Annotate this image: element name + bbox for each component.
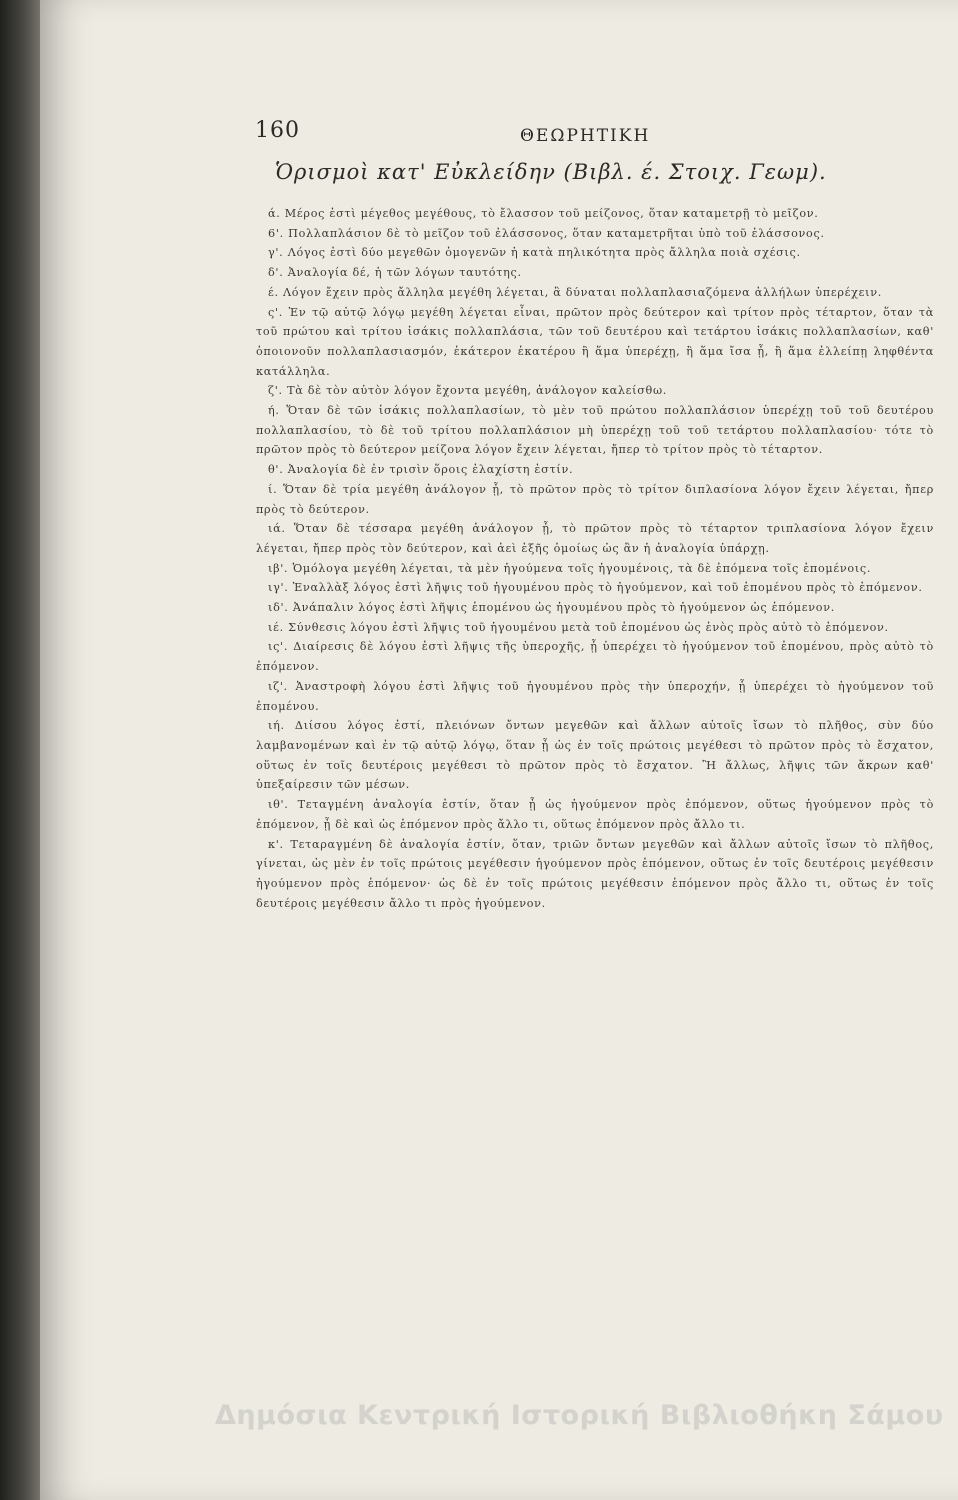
page-header (255, 118, 915, 158)
definition-text: Σύνθεσις λόγου ἐστὶ λῆψις τοῦ ἡγουμένου μετὰ τοῦ ἑπομένου ὡς ἑνὸς πρὸς αὐτὸ τὸ ἑπόμενον. (288, 620, 889, 634)
running-head: ΘΕΩΡΗΤΙΚΗ (520, 126, 651, 146)
definition-label: θ'. (268, 463, 284, 477)
definition-label: ιδ'. (268, 601, 289, 615)
definition-text: Λόγος ἐστὶ δύο μεγεθῶν ὁμογενῶν ἡ κατὰ πηλικότητα πρὸς ἄλληλα ποιὰ σχέσις. (287, 246, 801, 260)
definition-text: Τὰ δὲ τὸν αὐτὸν λόγον ἔχοντα μεγέθη, ἀνάλογον καλείσθω. (287, 384, 668, 398)
definition-paragraph (256, 559, 934, 579)
definition-text: Διίσου λόγος ἐστί, πλειόνων ὄντων μεγεθῶν καὶ ἄλλων αὐτοῖς ἴσων τὸ πλῆθος, σὺν δύο λαμβανομένων καὶ ἐν τῷ αὐτῷ λόγῳ, ὅταν ᾖ ὡς ἐν τοῖς πρώτοις μεγέθεσι τὸ πρῶτον πρὸς τὸ ἔσχατον, οὕτως ἐν τοῖς δευτέροις μεγέθεσι τὸ πρῶτον πρὸς τὸ ἔσχατον. Ἢ ἄλλως, λῆψις τῶν ἄκρων καθ' ὑπεξαίρεσιν τῶν μέσων. (256, 719, 934, 792)
definition-text: Ὅταν δὲ τῶν ἰσάκις πολλαπλασίων, τὸ μὲν τοῦ πρώτου πολλαπλάσιον ὑπερέχῃ τοῦ τοῦ δευτέρου πολλαπλασίου, τὸ δὲ τοῦ τρίτου πολλαπλάσιον μὴ ὑπερέχῃ τοῦ τοῦ τετάρτου πολλαπλασίου· τότε τὸ πρῶτον πρὸς τὸ δεύτερον μείζονα λόγον ἔχειν λέγεται, ἤπερ τὸ τρίτον πρὸς τὸ τέταρτον. (256, 404, 934, 457)
definition-text: Ἀναλογία δὲ ἐν τρισὶν ὅροις ἐλαχίστη ἐστίν. (287, 463, 574, 477)
definition-text: Τεταραγμένη δὲ ἀναλογία ἐστίν, ὅταν, τριῶν ὄντων μεγεθῶν καὶ ἄλλων αὐτοῖς ἴσων τὸ πλῆθος, γίνεται, ὡς μὲν ἐν τοῖς πρώτοις μεγέθεσιν ἡγούμενον πρὸς ἑπόμενον, οὕτως ἐν τοῖς δευτέροις μεγέθεσιν ἡγούμενον πρὸς ἑπόμενον· ὡς δὲ ἐν τοῖς πρώτοις μεγέθεσιν ἑπόμενον πρὸς ἄλλο τι, οὕτως ἐν τοῖς δευτέροις μεγέθεσιν ἄλλο τι πρὸς ἡγούμενον. (256, 837, 934, 910)
section-title: Ὁρισμοὶ κατ' Εὐκλείδην (Βιβλ. έ. Στοιχ. Γεωμ). (275, 160, 827, 184)
definition-text: Τεταγμένη ἀναλογία ἐστίν, ὅταν ᾖ ὡς ἡγούμενον πρὸς ἑπόμενον, οὕτως ἡγούμενον πρὸς τὸ ἑπόμενον, ᾖ δὲ καὶ ὡς ἑπόμενον πρὸς ἄλλο τι, οὕτως ἑπόμενον πρὸς ἄλλο τι. (256, 798, 934, 831)
definition-label: ζ'. (268, 384, 283, 398)
definition-label: 6'. (268, 226, 284, 240)
definition-label: κ'. (268, 837, 284, 851)
definition-paragraph (256, 204, 934, 224)
definition-text: Ἀναλογία δέ, ἡ τῶν λόγων ταυτότης. (287, 266, 522, 280)
library-watermark: Δημόσια Κεντρική Ιστορική Βιβλιοθήκη Σάμου (215, 1400, 944, 1431)
definition-label: ιβ'. (268, 561, 289, 575)
definition-paragraph (256, 637, 934, 676)
definition-paragraph (256, 224, 934, 244)
definition-paragraph (256, 835, 934, 914)
definition-paragraph (256, 618, 934, 638)
definition-label: γ'. (268, 246, 284, 260)
definition-text: Ἀναστροφὴ λόγου ἐστὶ λῆψις τοῦ ἡγουμένου πρὸς τὴν ὑπεροχήν, ᾗ ὑπερέχει τὸ ἡγούμενον τοῦ ἑπομένου. (256, 679, 934, 713)
definition-text: Ὁμόλογα μεγέθη λέγεται, τὰ μὲν ἡγούμενα τοῖς ἡγουμένοις, τὰ δὲ ἑπόμενα τοῖς ἑπομένοις. (292, 561, 872, 575)
definition-text: Λόγον ἔχειν πρὸς ἄλληλα μεγέθη λέγεται, ἃ δύναται πολλαπλασιαζόμενα ἀλλήλων ὑπερέχειν. (283, 285, 882, 299)
definition-paragraph (256, 519, 934, 558)
definition-paragraph (256, 303, 934, 382)
definition-label: ή. (268, 404, 280, 418)
definition-text: Μέρος ἐστὶ μέγεθος μεγέθους, τὸ ἔλασσον τοῦ μείζονος, ὅταν καταμετρῇ τὸ μεῖζον. (284, 207, 819, 220)
definition-text: Ἐν τῷ αὐτῷ λόγῳ μεγέθη λέγεται εἶναι, πρῶτον πρὸς δεύτερον καὶ τρίτον πρὸς τέταρτον, ὅταν τὰ τοῦ πρώτου καὶ τρίτου ἰσάκις πολλαπλάσια, τῶν τοῦ δευτέρου καὶ τετάρτου ἰσάκις πολλαπλασίων, καθ' ὁποιονοῦν πολλαπλασιασμόν, ἑκάτερον ἑκατέρου ἢ ἅμα ὑπερέχῃ, ἢ ἅμα ἴσα ᾖ, ἢ ἅμα ἐλλείπῃ ληφθέντα κατάλληλα. (256, 305, 934, 378)
definition-paragraph (256, 243, 934, 263)
definition-label: ιέ. (268, 620, 284, 634)
definition-label: ιά. (268, 522, 286, 536)
definition-label: ς'. (268, 305, 283, 319)
definition-label: έ. (268, 285, 279, 299)
definition-label: ά. (268, 207, 281, 220)
definition-paragraph (256, 381, 934, 401)
definition-paragraph (256, 598, 934, 618)
definition-paragraph (256, 401, 934, 460)
definition-paragraph (256, 677, 934, 716)
definition-text: Ὅταν δὲ τέσσαρα μεγέθη ἀνάλογον ᾖ, τὸ πρῶτον πρὸς τὸ τέταρτον τριπλασίονα λόγον ἔχειν λέγεται, ἤπερ πρὸς τὸν δεύτερον, καὶ ἀεὶ ἑξῆς ὁμοίως ὡς ἂν ἡ ἀναλογία ὑπάρχῃ. (256, 522, 934, 555)
definition-paragraph (256, 283, 934, 303)
definition-paragraph (256, 716, 934, 795)
definition-label: ί. (268, 482, 278, 496)
definition-label: ιή. (268, 719, 285, 733)
definition-paragraph (256, 460, 934, 480)
definition-label: ιζ'. (268, 679, 288, 693)
definition-text: Ὅταν δὲ τρία μεγέθη ἀνάλογον ᾖ, τὸ πρῶτον πρὸς τὸ τρίτον διπλασίονα λόγον ἔχειν λέγεται, ἤπερ πρὸς τὸ δεύτερον. (256, 482, 934, 516)
definition-text: Διαίρεσις δὲ λόγου ἐστὶ λῆψις τῆς ὑπεροχῆς, ᾗ ὑπερέχει τὸ ἡγούμενον τοῦ ἑπομένου, πρὸς αὐτὸ τὸ ἑπόμενον. (256, 640, 934, 674)
definition-text: Ἐναλλὰξ λόγος ἐστὶ λῆψις τοῦ ἡγουμένου πρὸς τὸ ἡγούμενον, καὶ τοῦ ἑπομένου πρὸς τὸ ἑπόμενον. (292, 581, 923, 595)
definitions-body (256, 204, 934, 913)
definition-paragraph (256, 578, 934, 598)
definition-label: δ'. (268, 266, 284, 280)
definition-text: Πολλαπλάσιον δὲ τὸ μεῖζον τοῦ ἐλάσσονος, ὅταν καταμετρῆται ὑπὸ τοῦ ἐλάσσονος. (288, 226, 825, 240)
definition-paragraph (256, 795, 934, 834)
definition-label: ιθ'. (268, 798, 289, 812)
definition-paragraph (256, 263, 934, 283)
definition-paragraph (256, 480, 934, 519)
page-number: 160 (255, 118, 300, 143)
definition-text: Ἀνάπαλιν λόγος ἐστὶ λῆψις ἑπομένου ὡς ἡγουμένου πρὸς τὸ ἡγούμενον ὡς ἑπόμενον. (292, 601, 835, 615)
definition-label: ις'. (268, 640, 289, 654)
definition-label: ιγ'. (268, 581, 289, 595)
